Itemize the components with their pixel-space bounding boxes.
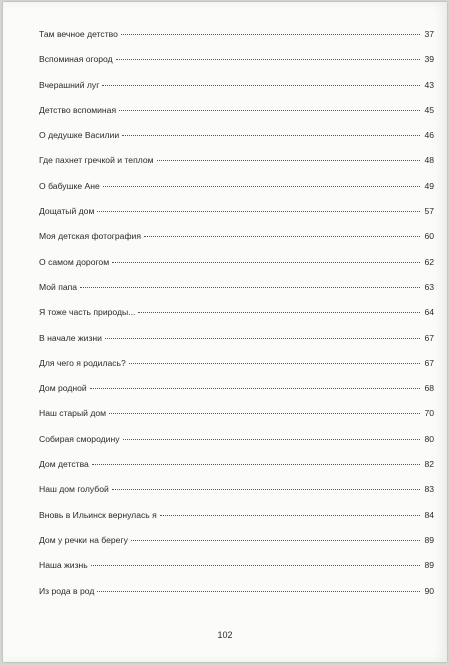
dot-leader	[119, 110, 420, 111]
toc-entry-page: 48	[424, 155, 434, 166]
toc-entry-title: Для чего я родилась?	[39, 357, 126, 368]
toc-entry	[39, 434, 434, 459]
page-number: 102	[217, 630, 233, 640]
toc-entry-title: О дедушке Василии	[39, 130, 120, 141]
toc-entry	[39, 206, 434, 231]
toc-entry-page: 89	[424, 560, 434, 571]
toc-entry-page: 63	[424, 281, 434, 292]
toc-entry-title: Где пахнет гречкой и теплом	[39, 155, 154, 166]
toc-entry	[39, 560, 434, 585]
toc-entry	[39, 586, 434, 611]
toc-entry-title: Наша жизнь	[39, 560, 88, 571]
toc-entry	[39, 510, 434, 535]
dot-leader	[91, 565, 420, 566]
toc-entry-title: Детство вспоминая	[39, 104, 117, 115]
toc-entry-page: 80	[424, 433, 434, 444]
toc-entry-title: Дом детства	[39, 459, 89, 470]
toc-entry-page: 60	[424, 231, 434, 242]
toc-entry-title: Наш дом голубой	[39, 484, 109, 495]
dot-leader	[131, 540, 420, 541]
dot-leader	[90, 388, 420, 389]
toc-entry-page: 89	[424, 534, 434, 545]
toc-entry-title: О самом дорогом	[39, 256, 110, 267]
toc-entry	[39, 105, 434, 130]
toc-entry	[39, 408, 434, 433]
dot-leader	[105, 338, 420, 339]
toc-entry	[39, 130, 434, 155]
toc-entry-title: Там вечное детство	[39, 29, 118, 39]
toc-entry-title: Собирая смородину	[39, 433, 120, 444]
dot-leader	[97, 591, 420, 592]
toc-entry	[39, 484, 434, 509]
dot-leader	[112, 489, 420, 490]
dot-leader	[112, 262, 420, 263]
toc-entry	[39, 307, 434, 332]
toc-entry-page: 43	[424, 79, 434, 90]
toc-entry-title: Дом у речки на берегу	[39, 534, 128, 545]
toc-entry-title: Дощатый дом	[39, 206, 95, 217]
toc-entry-page: 70	[424, 408, 434, 419]
toc-entry-title: Дом родной	[39, 383, 87, 394]
table-of-contents	[39, 29, 434, 611]
dot-leader	[129, 363, 420, 364]
toc-entry-page: 68	[424, 383, 434, 394]
toc-entry-title: Наш старый дом	[39, 408, 107, 419]
book-page	[3, 2, 447, 662]
dot-leader	[138, 312, 420, 313]
toc-entry-page: 82	[424, 459, 434, 470]
toc-entry-page: 37	[424, 29, 434, 39]
toc-entry	[39, 383, 434, 408]
toc-entry-page: 67	[424, 332, 434, 343]
toc-entry-title: О бабушке Ане	[39, 180, 100, 191]
toc-entry	[39, 535, 434, 560]
toc-entry-title: В начале жизни	[39, 332, 102, 343]
toc-entry-page: 64	[424, 307, 434, 318]
toc-entry-page: 67	[424, 357, 434, 368]
toc-entry-title: Моя детская фотография	[39, 231, 141, 242]
toc-entry	[39, 80, 434, 105]
toc-entry	[39, 282, 434, 307]
toc-entry	[39, 29, 434, 54]
toc-entry	[39, 358, 434, 383]
toc-entry-page: 49	[424, 180, 434, 191]
toc-entry-page: 46	[424, 130, 434, 141]
dot-leader	[97, 211, 420, 212]
toc-entry-page: 57	[424, 206, 434, 217]
toc-entry-title: Из рода в род	[39, 585, 95, 596]
toc-entry-title: Вновь в Ильинск вернулась я	[39, 509, 157, 520]
dot-leader	[103, 186, 420, 187]
toc-entry	[39, 54, 434, 79]
toc-entry-page: 90	[424, 585, 434, 596]
toc-entry-title: Мой папа	[39, 281, 78, 292]
dot-leader	[122, 135, 420, 136]
toc-entry	[39, 257, 434, 282]
toc-entry	[39, 231, 434, 256]
dot-leader	[109, 413, 420, 414]
toc-entry	[39, 333, 434, 358]
toc-entry-title: Вчерашний луг	[39, 79, 100, 90]
dot-leader	[160, 515, 420, 516]
dot-leader	[116, 59, 420, 60]
toc-entry-page: 84	[424, 509, 434, 520]
dot-leader	[102, 85, 420, 86]
toc-entry	[39, 155, 434, 180]
toc-entry-page: 45	[424, 104, 434, 115]
toc-entry	[39, 459, 434, 484]
dot-leader	[80, 287, 420, 288]
toc-entry-page: 39	[424, 54, 434, 65]
toc-entry-title: Я тоже часть природы...	[39, 307, 136, 318]
toc-entry-title: Вспоминая огород	[39, 54, 113, 65]
dot-leader	[121, 34, 420, 35]
toc-entry-page: 83	[424, 484, 434, 495]
dot-leader	[157, 160, 420, 161]
dot-leader	[123, 439, 420, 440]
toc-entry-page: 62	[424, 256, 434, 267]
dot-leader	[144, 236, 420, 237]
toc-entry	[39, 181, 434, 206]
dot-leader	[92, 464, 420, 465]
